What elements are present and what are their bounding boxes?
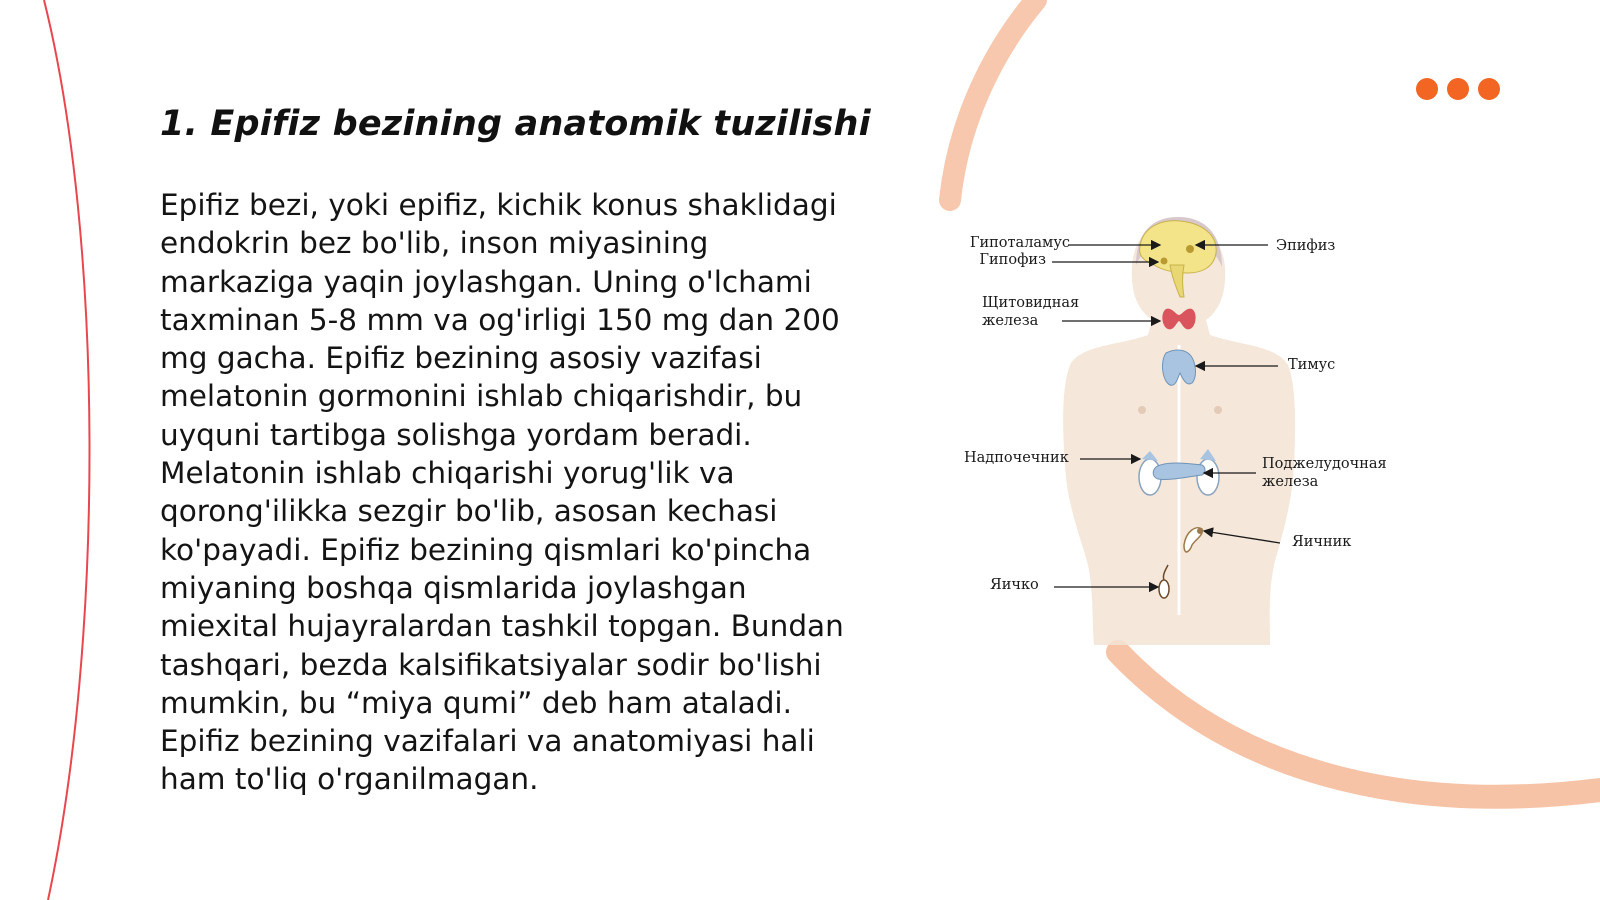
upper-orange-arc	[950, 0, 1036, 200]
slide-dots	[1416, 78, 1500, 100]
label-pineal: Эпифиз	[1276, 238, 1336, 254]
label-thymus: Тимус	[1288, 357, 1336, 373]
label-thyroid-line1: Щитовидная	[982, 295, 1080, 311]
lower-orange-arc	[1118, 652, 1600, 797]
nipple-left	[1138, 406, 1146, 414]
label-hypothalamus: Гипоталамус	[969, 235, 1070, 251]
ovary-dot	[1197, 528, 1203, 534]
pituitary-gland	[1161, 258, 1168, 265]
label-ovary: Яичник	[1292, 534, 1352, 550]
dot	[1416, 78, 1438, 100]
label-thyroid-line2: железа	[982, 313, 1039, 329]
testis	[1159, 580, 1169, 598]
dot	[1447, 78, 1469, 100]
label-testis: Яичко	[990, 577, 1039, 593]
pineal-gland	[1186, 245, 1194, 253]
left-red-curve	[44, 0, 90, 900]
label-pituitary: Гипофиз	[979, 252, 1046, 268]
slide-body-text: Epifiz bezi, yoki epifiz, kichik konus shaklidagi endokrin bez bo'lib, inson miyasining markaziga yaqin joylashgan. Uning o'lchami taxminan 5-8 mm va og'irligi 150 mg dan 200 mg gacha. Epifiz bezining asosiy vazifasi melatonin gormonini ishlab chiqarishdir, bu uyquni tartibga solishga yordam beradi. Melatonin ishlab chiqarishi yorug'lik va qorong'ilikka sezgir bo'lib, asosan kechasi ko'payadi. Epifiz bezining qismlari ko'pincha miyaning boshqa qismlarida joylashgan miexital hujayralardan tashkil topgan. Bundan tashqari, bezda kalsifikatsiyalar sodir bo'lishi mumkin, bu “miya qumi” deb ham ataladi. Epifiz bezining vazifalari va anatomiyasi hali ham to'liq o'rganilmagan.	[160, 188, 844, 797]
label-pancreas-line2: железа	[1262, 474, 1319, 490]
endocrine-illustration	[970, 205, 1430, 645]
slide-title: 1. Epifiz bezining anatomik tuzilishi	[160, 104, 871, 144]
dot	[1478, 78, 1500, 100]
label-adrenal: Надпочечник	[964, 450, 1069, 466]
endocrine-diagram	[964, 205, 1430, 645]
label-pancreas-line1: Поджелудочная	[1262, 456, 1387, 472]
nipple-right	[1214, 406, 1222, 414]
